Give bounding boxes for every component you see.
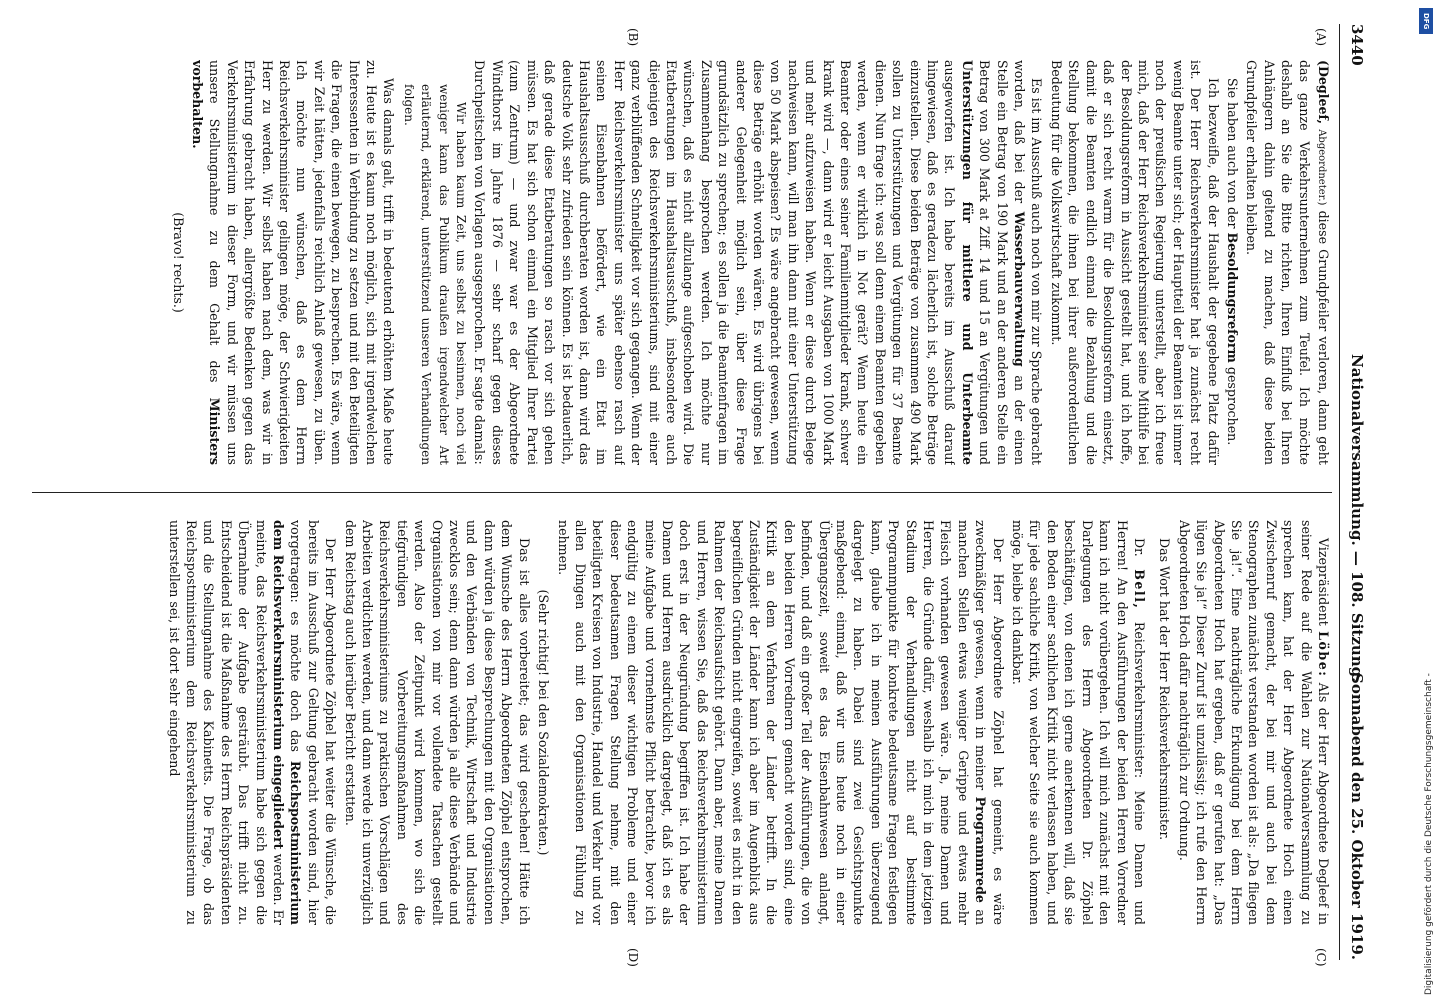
text-run: Was damals galt, trifft in bedeutend erhöhtem Maße heute zu. Heute ist es kaum noch möglich, sich mit irgendwelchen Interessenten in Verbindung zu setzen und mit den Beteiligten die Fragen, die einen bewegen, zu besprechen. Es wäre, wenn wir Zeit hätten, jedenfalls reichlich Anlaß gewesen, zu üben. Ich möchte nun wünschen, daß es dem Herrn Reichsverkehrsminister gelingen möge, der Schwierigkeiten Herr zu werden. Wir selbst haben nach dem, was wir in Erfahrung gebracht haben, allergrößte Bedenken gegen das Verkehrsministerium in dieser Form, und wir müssen uns unsere Stellungnahme zu dem Gehalt des (207, 60, 397, 465)
emphasis: Wasserbauverwaltung (1012, 211, 1028, 367)
emphasis: Reichspostministerium dem Reichsverkehrsministerium eingegliedert (271, 520, 304, 925)
interjection: (zum Zentrum) (507, 60, 523, 165)
paragraph (165, 520, 339, 925)
quote (399, 60, 469, 465)
margin-marker-b: (B) (626, 28, 640, 47)
paragraph (1156, 520, 1173, 925)
paragraph-text: Das ist alles vorbereitet; das wird geschehen! Hätte ich dem Wunsche des Herrn Abgeordneten Zöphel entsprochen, dann würden ja diese Besprechungen mit den Organisationen und den Verbänden von Technik, Wirtschaft und Industrie zwecklos sein; denn dann würden ja alle diese Verbände und Organisationen von mir vor vollendete Tatsachen gestellt werden. Also der Zeitpunkt wird kommen, wo sich die tiefgründigen Vorbereitungsmaßnahmen des Reichsverkehrsministeriums zu praktischen Vorschlägen und Arbeiten verdichten werden, und dann werde ich unverzüglich dem Reichstag auch hierüber Bericht erstatten. (342, 520, 532, 925)
speaker-name: Löbe: (1316, 631, 1331, 678)
digitization-credit: Digitalisierung gefördert durch die Deutsche Forschungsgemeinschaft - (1424, 673, 1434, 995)
session-date: Sonnabend den 25. Oktober 1919. (1348, 672, 1366, 960)
applause-text: (Sehr richtig! bei den Sozialdemokraten.) (536, 589, 552, 856)
applause-note (169, 60, 186, 465)
text-run: ausgeworfen ist. Ich habe bereits im Ausschuß darauf hingewiesen, daß es geradezu lächerlich ist, solche Beträge einzustellen. Diese beiden Beträge von zusammen 490 Mark sollen zu Unterstützungen und Vergütungen für 37 Beamte dienen. Nun frage ich: was soll denn einem Beamten gegeben werden, wenn er wirklich in Not gerät? Wenn heute ein Beamter oder eines seiner Familienmitglieder krank, schwer krank wird —, dann wird er leicht Ausgaben von 1000 Mark und mehr aufzuweisen haben. Wenn er diese durch Belege nachweisen kann, will man ihn dann mit einer Unterstützung von 50 Mark abspeisen? Es wäre angebracht gewesen, wenn diese Beträge erhöht worden wären. Es wird übrigens bei anderer Gelegenheit möglich sein, über diese Frage grundsätzlich zu sprechen; es sollen ja die Beamtenfragen im Zusammenhang besprochen werden. Ich möchte nur wünschen, daß es nicht allzulange aufgeschoben wird. Die Etatberatungen im Haushaltsausschuß, insbesondere auch diejenigen des Reichsverkehrsministeriums, sind mit einer ganz verblüffenden Schnelligkeit vor sich gegangen. Wenn der Herr Reichsverkehrsminister uns später ebenso rasch auf seinen Eisenbahnen befördert, wie ein Etat im Haushaltsausschuß durchberaten worden ist, dann wird das deutsche Volk sehr zufrieden sein können. Es ist bedauerlich, daß gerade diese Etatberatungen so rasch vor sich gehen müssen. Es hat sich schon einmal ein Mitglied Ihrer Partei (524, 60, 958, 465)
column-divider (32, 492, 1332, 493)
text-run: Der Herr Abgeordnete Zöphel hat weiter die Wünsche, die bereits im Ausschuß zur Geltung gebracht worden sind, hier vorgetragen: es möchte doch das (288, 520, 339, 925)
text-run: gesprochen. (1224, 366, 1240, 446)
header-rule (1339, 24, 1340, 960)
text-run: an der einen Stelle ein Betrag von 190 Mark und an der anderen Stelle ein Betrag von 300 Mark at Ziff. 14 und 15 an Vergütungen und (977, 60, 1028, 465)
emphasis: Ministers vorbehalten. (190, 60, 223, 465)
text-column-left (32, 60, 1332, 465)
text-run: an manchen Stellen etwas weniger Gerippe und etwas mehr Fleisch vorhanden gewesen wäre. Ja, meine Damen und Herren, die Gründe dafür, weshalb ich mich in dem jetzigen Stadium der Verhandlungen nicht auf bestimmte Programmpunkte für konkrete bedeutsame Fragen festlegen kann, glaube ich in meinen Ausführungen überzeugend dargelegt zu haben. Dabei sind zwei Gesichtspunkte maßgebend: einmal, daß wir uns heute noch in einer Übergangszeit, soweit es das Eisenbahnwesen anlangt, befinden, und daß ein großer Teil der Ausführungen, die von den beiden Herren Vorrednern gemacht worden sind, eine Kritik an dem Verfahren der Länder betrifft. In die Zuständigkeit der Länder kann ich aber im Augenblick aus begreiflichen Gründen nicht eingreifen, soweit es nicht in den Rahmen der Reichsaufsicht gehört. Dann aber, meine Damen und Herren, wissen Sie, daß das Reichsverkehrsministerium doch erst in der Neugründung begriffen ist. Ich habe der Damen und Herren ausdrücklich dargelegt, daß ich es als meine Aufgabe und vornehmste Pflicht betrachte, bevor ich endgültig zu einem dieser wichtigen Probleme und einer dieser bedeutsamen Fragen Stellung nehme, mit den beteiligten Kreisen von Industrie, Handel und Verkehr und vor allen Dingen auch mit den Organisationen Fühlung zu nehmen. (555, 520, 989, 925)
paragraph (471, 60, 1045, 465)
paragraph (1009, 520, 1148, 925)
paragraph (1048, 60, 1222, 465)
page-number: 3440 (1348, 24, 1366, 66)
speaker-name: Bell, (1131, 569, 1147, 610)
page-header (1344, 24, 1368, 960)
text-column-right (32, 520, 1332, 925)
paragraph (554, 520, 1007, 925)
paragraph-text: Das Wort hat der Herr Reichsverkehrsminister. (1157, 538, 1173, 841)
speaker-name: (Degleef, (1316, 60, 1331, 125)
speaker-role: Vizepräsident (1316, 538, 1331, 626)
paragraph-text: Meine Damen und Herren! An den Ausführungen der beiden Herren Vorredner kann ich nicht vorübergehen. Ich will mich zunächst mit den Darlegungen des Herrn Abgeordneten Dr. Zöphel beschäftigen, von denen ich gerne anerkennen will, daß sie den Boden einer sachlichen Kritik nicht verlassen haben, und für jede sachliche Kritik, von welcher Seite sie auch kommen möge, bleibe ich dankbar. (1010, 520, 1147, 925)
paragraph-text: Als der Herr Abgeordnete Degleef in seiner Rede auf die Wahlen zur Nationalversammlung zu sprechen kam, hat der Herr Abgeordnete Hoch einen Zwischenruf gemacht, der bei mir und auch bei dem Stenographen zunächst verstanden worden ist als: „Da fliegen Sie ja!“. Eine nachträgliche Erkundigung bei dem Herrn Abgeordneten Hoch hat ergeben, daß er gerufen hat: „Das lügen Sie ja!“ Dieser Zuruf ist unzulässig; ich rufe den Herrn Abgeordneten Hoch dafür nachträglich zur Ordnung. (1176, 520, 1331, 925)
session-title: Nationalversammlung. — 108. Sitzung. (1348, 354, 1366, 683)
text-run: Es ist im Ausschuß auch noch von mir zur Sprache gebracht worden, daß bei der (1012, 60, 1045, 465)
text-run: Sie haben auch von der (1224, 78, 1240, 229)
paragraph (1243, 60, 1332, 465)
emphasis: Unterstützungen für mittlere und Unterbeamte (959, 60, 975, 465)
text-run: — und zwar war es der Abgeordnete Windthorst im Jahre 1876 — sehr scharf gegen dieses Durchpeitschen von Vorlagen ausgesprochen. Er sagte damals: (472, 60, 523, 465)
margin-marker-c: (C) (1314, 948, 1328, 967)
paragraph (1224, 60, 1241, 465)
paragraph (1175, 520, 1332, 925)
speaker-role: Reichsverkehrsminister: (1131, 621, 1147, 779)
speaker-role: Abgeordneter.) (1316, 129, 1327, 206)
applause-note (535, 520, 552, 925)
paragraph (341, 520, 532, 925)
paragraph-text: diese Grundpfeiler verloren, dann geht das ganze Verkehrsunternehmen zum Teufel. Ich möchte deshalb an Sie die Bitte richten, Ihren Einfluß bei Ihren Anhängern dahin geltend zu machen, daß diese beiden Grundpfeiler erhalten bleiben. (1244, 60, 1331, 465)
margin-marker-a: (A) (1314, 28, 1328, 47)
quote-text: Wir haben kaum Zeit, uns selbst zu besinnen, noch viel weniger kann das Publikum draußen irgendwelcher Art erläuternd, erklärend, unterstützend unseren Verhandlungen folgen. (401, 84, 469, 465)
text-run: Dr. (1131, 538, 1147, 557)
paragraph (189, 60, 398, 465)
text-run: Der Herr Abgeordnete Zöphel hat gemeint, es wäre zweckmäßiger gewesen, wenn in meiner (973, 520, 1006, 925)
emphasis: Programmrede (973, 796, 989, 903)
margin-marker-d: (D) (626, 948, 640, 967)
applause-text: (Bravo! rechts.) (170, 212, 186, 313)
dfg-logo: DFG (1419, 8, 1433, 34)
emphasis: Besoldungsreform (1224, 232, 1240, 363)
paragraph-text: Ich bezweifle, daß der Haushalt der gegebene Platz dafür ist. Der Herr Reichsverkehrsminister hat ja zunächst recht wenig Beamte unter sich; der Hauptteil der Beamten ist immer noch der preußischen Regierung unterstellt, aber ich freue mich, daß der Herr Reichsverkehrsminister seine Mithilfe bei der Besoldungsreform in Aussicht gestellt hat, und ich hoffe, daß er sich recht warm für die Besoldungsreform einsetzt, damit die Beamten endlich einmal die Bezahlung und die Stellung bekommen, die ihnen bei ihrer außerordentlichen Bedeutung für die Volkswirtschaft zukommt. (1048, 60, 1221, 465)
text-run: werden. Er meinte, das Reichsverkehrsministerium habe sich gegen die Übernahme der Aufgabe gesträubt. Das trifft nicht zu. Entscheidend ist die Maßnahme des Herrn Reichspräsidenten und die Stellungnahme des Kabinetts. Die Frage, ob das Reichspostministerium dem Reichsverkehrsministerium zu unterstellen sei, ist dort sehr eingehend (166, 520, 287, 925)
